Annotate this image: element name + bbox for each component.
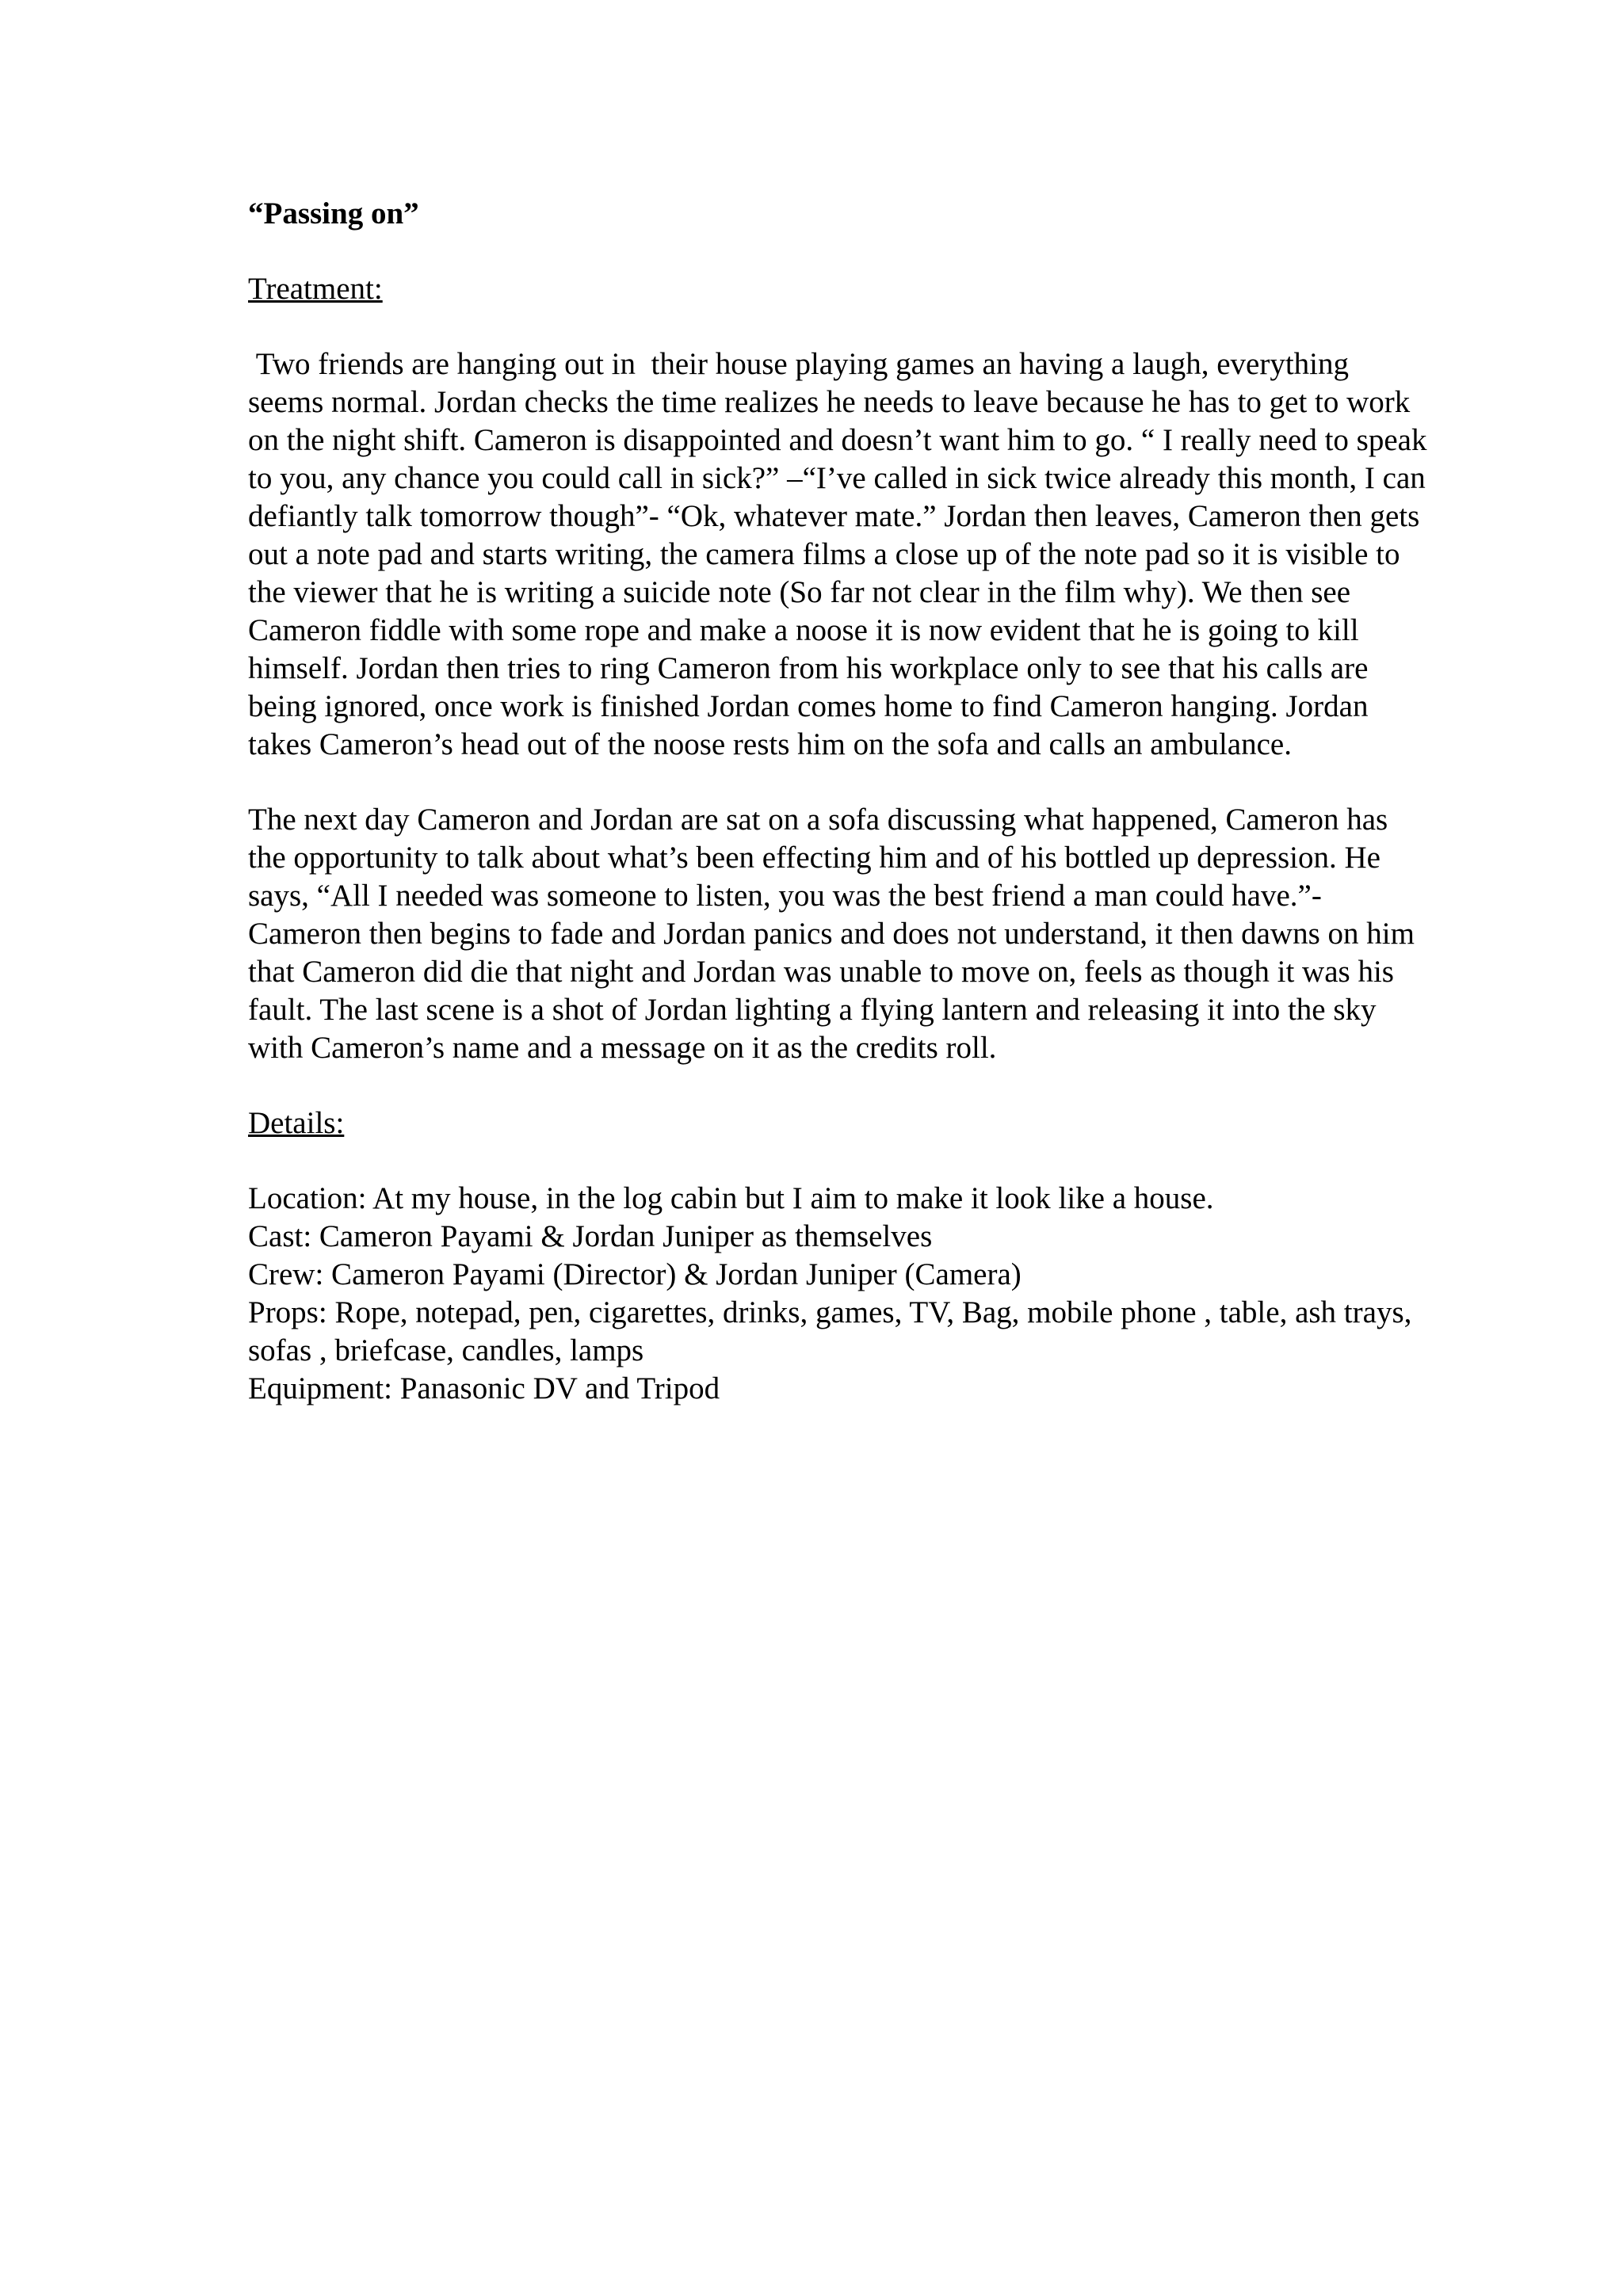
details-list — [248, 1180, 1429, 1408]
details-heading: Details: — [248, 1106, 345, 1140]
treatment-paragraph-1: Two friends are hanging out in their house playing games an having a laugh, everything seems normal. Jordan checks the time realizes he needs to leave because he has to get to work on the night shift. Cameron is disappointed and doesn’t want him to go. “ I really need to speak to you, any chance you could call in sick?” –“I’ve called in sick twice already this month, I can defiantly talk tomorrow though”- “Ok, whatever mate.” Jordan then leaves, Cameron then gets out a note pad and starts writing, the camera films a close up of the note pad so it is visible to the viewer that he is writing a suicide note (So far not clear in the film why). We then see Cameron fiddle with some rope and make a noose it is now evident that he is going to kill himself. Jordan then tries to ring Cameron from his workplace only to see that his calls are being ignored, once work is finished Jordan comes home to find Cameron hanging. Jordan takes Cameron’s head out of the noose rests him on the sofa and calls an ambulance. — [248, 347, 1435, 761]
details-location: Location: At my house, in the log cabin but I aim to make it look like a house. — [248, 1181, 1214, 1215]
document-title: “Passing on” — [248, 196, 419, 231]
details-cast: Cast: Cameron Payami & Jordan Juniper as themselves — [248, 1219, 933, 1253]
details-props: Props: Rope, notepad, pen, cigarettes, drinks, games, TV, Bag, mobile phone , table, ash trays, sofas , briefcase, candles, lamps — [248, 1295, 1412, 1367]
details-equipment: Equipment: Panasonic DV and Tripod — [248, 1371, 720, 1405]
document-body — [248, 195, 1435, 1408]
treatment-heading: Treatment: — [248, 272, 383, 306]
details-crew: Crew: Cameron Payami (Director) & Jordan Juniper (Camera) — [248, 1257, 1022, 1291]
treatment-paragraph-2: The next day Cameron and Jordan are sat on a sofa discussing what happened, Cameron has the opportunity to talk about what’s been effecting him and of his bottled up depression. He says, “All I needed was someone to listen, you was the best friend a man could have.”- Cameron then begins to fade and Jordan panics and does not understand, it then dawns on him that Cameron did die that night and Jordan was unable to move on, feels as though it was his fault. The last scene is a shot of Jordan lighting a flying lantern and releasing it into the sky with Cameron’s name and a message on it as the credits roll. — [248, 803, 1423, 1065]
